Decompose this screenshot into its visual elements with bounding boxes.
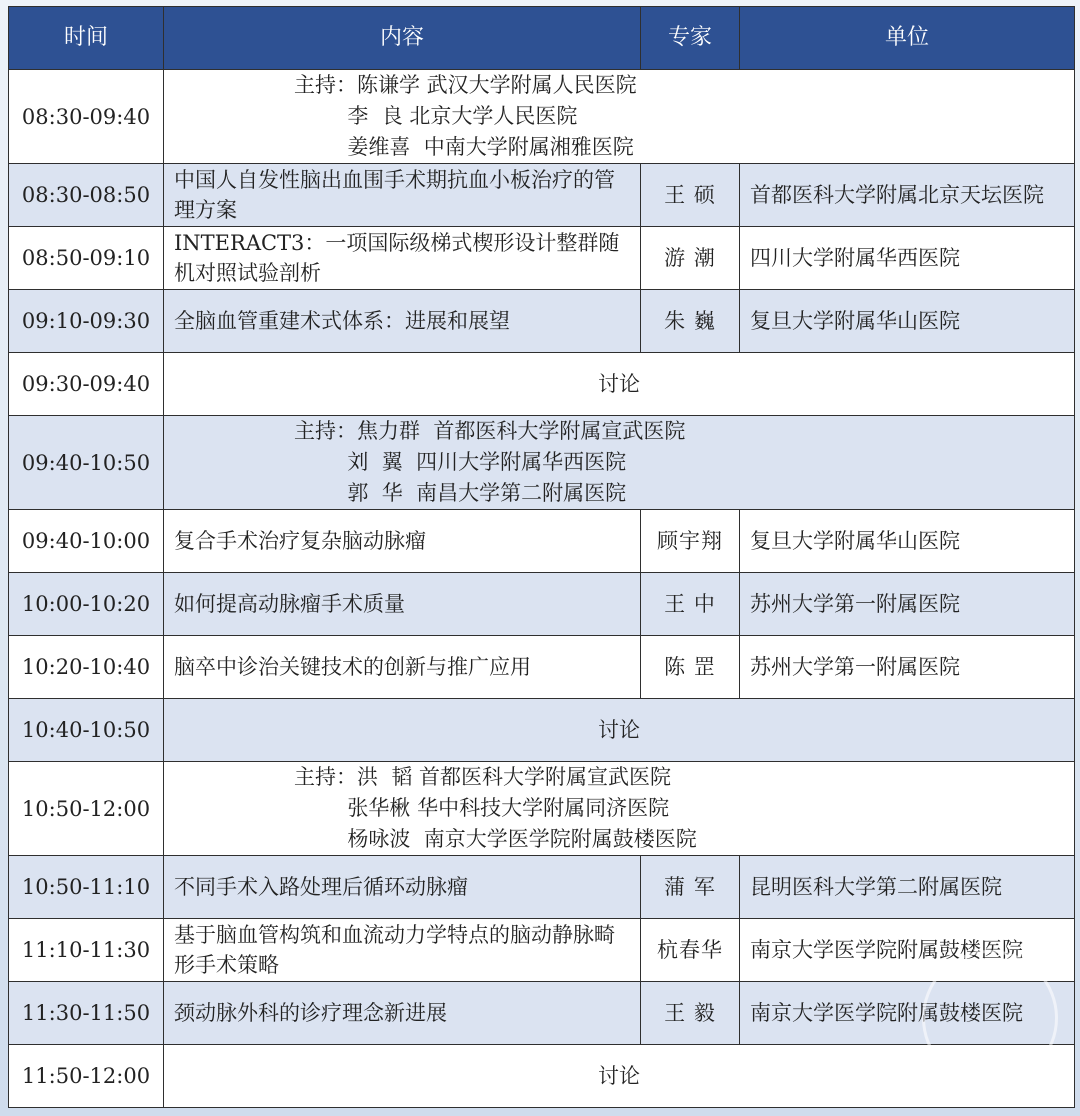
row-time: 11:10-11:30 xyxy=(9,919,164,982)
host-list xyxy=(174,416,1064,509)
talk-title: 如何提高动脉瘤手术质量 xyxy=(164,573,641,636)
schedule-row xyxy=(9,416,1075,510)
host-line: 张华楸 华中科技大学附属同济医院 xyxy=(294,796,670,820)
talk-expert: 王 中 xyxy=(641,573,740,636)
host-cell xyxy=(164,416,1075,510)
talk-expert: 顾宇翔 xyxy=(641,510,740,573)
schedule-row xyxy=(9,856,1075,919)
talk-unit: 四川大学附属华西医院 xyxy=(740,227,1075,290)
talk-unit: 南京大学医学院附属鼓楼医院 xyxy=(740,919,1075,982)
schedule-row xyxy=(9,290,1075,353)
host-line: 李 良 北京大学人民医院 xyxy=(294,104,578,128)
host-line: 主持：陈谦学 武汉大学附属人民医院 xyxy=(294,73,637,97)
talk-expert: 王 硕 xyxy=(641,164,740,227)
schedule-body xyxy=(9,70,1075,1108)
talk-expert: 王 毅 xyxy=(641,982,740,1045)
row-time: 10:50-12:00 xyxy=(9,762,164,856)
header-row xyxy=(9,7,1075,70)
row-time: 08:30-08:50 xyxy=(9,164,164,227)
header-time: 时间 xyxy=(9,7,164,70)
host-list xyxy=(174,70,1064,163)
talk-title: 中国人自发性脑出血围手术期抗血小板治疗的管理方案 xyxy=(164,164,641,227)
talk-title: 颈动脉外科的诊疗理念新进展 xyxy=(164,982,641,1045)
row-time: 09:40-10:00 xyxy=(9,510,164,573)
header-content: 内容 xyxy=(164,7,641,70)
discussion-cell: 讨论 xyxy=(164,353,1075,416)
talk-unit: 昆明医科大学第二附属医院 xyxy=(740,856,1075,919)
discussion-cell: 讨论 xyxy=(164,1045,1075,1108)
schedule-row xyxy=(9,982,1075,1045)
talk-unit: 苏州大学第一附属医院 xyxy=(740,573,1075,636)
schedule-row xyxy=(9,353,1075,416)
header-expert: 专家 xyxy=(641,7,740,70)
talk-unit: 苏州大学第一附属医院 xyxy=(740,636,1075,699)
host-list xyxy=(174,762,1064,855)
talk-expert: 朱 巍 xyxy=(641,290,740,353)
host-line: 郭 华 南昌大学第二附属医院 xyxy=(294,481,627,505)
row-time: 08:30-09:40 xyxy=(9,70,164,164)
host-line: 刘 翼 四川大学附属华西医院 xyxy=(294,450,627,474)
schedule-row xyxy=(9,1045,1075,1108)
host-line: 主持：洪 韬 首都医科大学附属宣武医院 xyxy=(294,765,672,789)
talk-title: 复合手术治疗复杂脑动脉瘤 xyxy=(164,510,641,573)
host-line: 姜维喜 中南大学附属湘雅医院 xyxy=(294,135,634,159)
schedule-table xyxy=(8,6,1075,1108)
row-time: 10:40-10:50 xyxy=(9,699,164,762)
host-line: 主持：焦力群 首都医科大学附属宣武医院 xyxy=(294,419,686,443)
talk-title: INTERACT3：一项国际级梯式楔形设计整群随机对照试验剖析 xyxy=(164,227,641,290)
host-cell xyxy=(164,762,1075,856)
talk-expert: 游 潮 xyxy=(641,227,740,290)
talk-title: 全脑血管重建术式体系：进展和展望 xyxy=(164,290,641,353)
row-time: 10:20-10:40 xyxy=(9,636,164,699)
talk-expert: 陈 罡 xyxy=(641,636,740,699)
schedule-row xyxy=(9,699,1075,762)
discussion-cell: 讨论 xyxy=(164,699,1075,762)
talk-unit: 复旦大学附属华山医院 xyxy=(740,290,1075,353)
talk-expert: 蒲 军 xyxy=(641,856,740,919)
schedule-row xyxy=(9,762,1075,856)
schedule-row xyxy=(9,636,1075,699)
talk-unit: 首都医科大学附属北京天坛医院 xyxy=(740,164,1075,227)
row-time: 09:40-10:50 xyxy=(9,416,164,510)
schedule-row xyxy=(9,510,1075,573)
schedule-row xyxy=(9,70,1075,164)
row-time: 10:00-10:20 xyxy=(9,573,164,636)
talk-title: 脑卒中诊治关键技术的创新与推广应用 xyxy=(164,636,641,699)
talk-unit: 南京大学医学院附属鼓楼医院 xyxy=(740,982,1075,1045)
row-time: 11:30-11:50 xyxy=(9,982,164,1045)
header-unit: 单位 xyxy=(740,7,1075,70)
row-time: 11:50-12:00 xyxy=(9,1045,164,1108)
schedule-row xyxy=(9,573,1075,636)
host-line: 杨咏波 南京大学医学院附属鼓楼医院 xyxy=(294,827,697,851)
row-time: 09:10-09:30 xyxy=(9,290,164,353)
talk-expert: 杭春华 xyxy=(641,919,740,982)
row-time: 10:50-11:10 xyxy=(9,856,164,919)
host-cell xyxy=(164,70,1075,164)
talk-title: 不同手术入路处理后循环动脉瘤 xyxy=(164,856,641,919)
row-time: 09:30-09:40 xyxy=(9,353,164,416)
schedule-row xyxy=(9,164,1075,227)
row-time: 08:50-09:10 xyxy=(9,227,164,290)
schedule-row xyxy=(9,919,1075,982)
schedule-row xyxy=(9,227,1075,290)
talk-unit: 复旦大学附属华山医院 xyxy=(740,510,1075,573)
talk-title: 基于脑血管构筑和血流动力学特点的脑动静脉畸形手术策略 xyxy=(164,919,641,982)
